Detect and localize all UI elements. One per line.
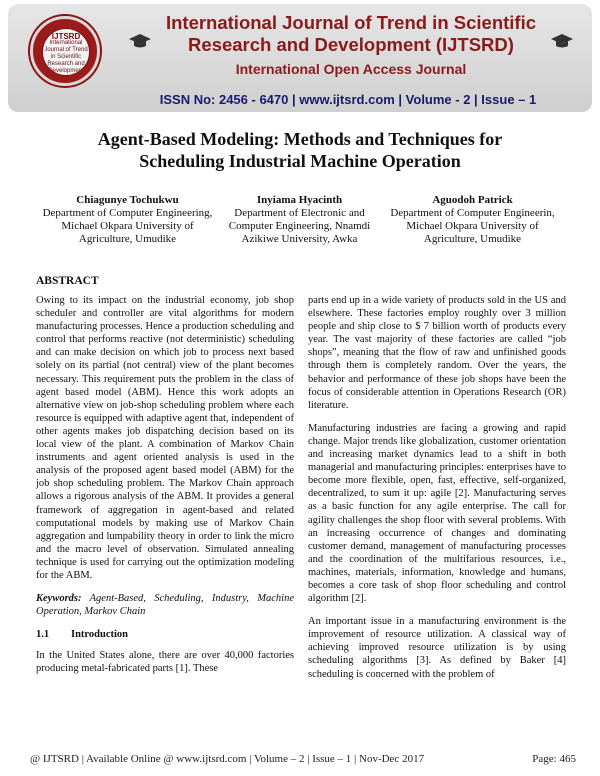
keywords-list: Agent-Based, Scheduling, Industry, Machine Operation, Markov Chain bbox=[36, 593, 294, 618]
keywords-label: Keywords: bbox=[36, 593, 82, 605]
author-affiliation: Department of Computer Engineerin, Michael Okpara University of Agriculture, Umudike bbox=[390, 207, 555, 245]
abstract-text: Owing to its impact on the industrial economy, job shop scheduler and controller are vital algorithms for modern manufacturing processes. Hence a production scheduling and control that performs reactive (not deterministic) scheduling and can make decision on which job to process next based solely on its partial (not central) view of the plant becomes necessary. This requirement puts the problem in the class of agent based model (ABM). Hence this work adopts an alternative view on job-shop scheduling problem where each resource is equipped with adaptive agent that, independent of other agents makes job dispatching decision based on its local view of the plant. A combination of Markov Chain instruments and agent oriented analysis is used in the analysis of the proposed agent based model (ABM) for the job shop scheduling problem. The Markov Chain approach allows a rigorous analysis of the ABM. It provides a general framework of aggregation in agent-based and related computational models by making use of Markov Chain aggregation and lumpability theory in order to link the micro and the macro level of observation. Simulated annealing technique is used for carrying out the optimization modeling for the ABM. bbox=[36, 295, 294, 581]
issn-line: ISSN No: 2456 - 6470 | www.ijtsrd.com | Volume - 2 | Issue – 1 bbox=[159, 92, 537, 107]
author-name: Inyiama Hyacinth bbox=[256, 194, 343, 206]
section-heading bbox=[36, 628, 294, 641]
page-footer bbox=[30, 753, 576, 765]
abstract-heading: ABSTRACT bbox=[36, 275, 99, 287]
left-column bbox=[36, 294, 294, 686]
body-paragraph: parts end up in a wide variety of products sold in the US and elsewhere. These factories employ roughly over 3 million people and ship close to $ 7 billion worth of products every year. The vast majority of these factories are called “job shops”, meaning that the flow of raw and unfinished goods through them is completely random. Over the years, the behavior and performance of these job shops have been the focus of considerable attention in Operations Research (OR) literature. bbox=[308, 295, 566, 411]
paper-title: Agent-Based Modeling: Methods and Techniques for Scheduling Industrial Machine Operation bbox=[97, 129, 503, 171]
journal-logo bbox=[30, 16, 100, 86]
logo-text: International Journal of Trend in Scientific Research and Development bbox=[44, 40, 88, 74]
body-paragraph: Manufacturing industries are facing a growing and rapid change. Major trends like globalization, customer orientation and increasing market dynamics lead to a shift in both managerial and manufacturing principles: enterprises have to become more flexible, open, fast, effective, self-organized, decentralized, to sum it up: agile [2]. Manufacturing serves as a basic function for any agile enterprise. The call for agility challenges the shop floor with several problems. With an increasing occurrence of changes and dominating customer demand, management of manufacturing processes and the coordination of the multifarious resources, i.e., machines, materials, information, knowledge and humans, becomes a core task of shop floor scheduling and control algorithm [2]. bbox=[308, 422, 566, 605]
graduation-cap-icon bbox=[128, 32, 152, 50]
footer-citation: @ IJTSRD | Available Online @ www.ijtsrd.com | Volume – 2 | Issue – 1 | Nov-Dec 2017 bbox=[30, 753, 425, 765]
author-name: Chiagunye Tochukwu bbox=[76, 194, 179, 206]
journal-header bbox=[8, 4, 592, 112]
logo-abbr: IJTSRD bbox=[51, 32, 81, 41]
author-block bbox=[212, 194, 387, 246]
journal-subtitle: International Open Access Journal bbox=[235, 61, 467, 77]
right-column bbox=[308, 294, 566, 691]
author-block bbox=[40, 194, 215, 246]
intro-paragraph: In the United States alone, there are over 40,000 factories producing metal-fabricated parts [1]. These bbox=[36, 650, 294, 675]
body-paragraph: An important issue in a manufacturing environment is the improvement of resource utilization. A classical way of achieving improved resource utilization is by using scheduling algorithms [3]. As defined by Baker [4] scheduling is concerned with the problem of bbox=[308, 616, 566, 680]
page-number: Page: 465 bbox=[532, 753, 576, 765]
keywords bbox=[36, 592, 294, 618]
graduation-cap-icon bbox=[550, 32, 574, 50]
section-title: Introduction bbox=[71, 629, 128, 641]
section-number: 1.1 bbox=[36, 629, 50, 641]
author-block bbox=[385, 194, 560, 246]
author-affiliation: Department of Computer Engineering, Michael Okpara University of Agriculture, Umudike bbox=[42, 207, 213, 245]
journal-title: International Journal of Trend in Scientific Research and Development (IJTSRD) bbox=[165, 12, 537, 55]
author-name: Aguodoh Patrick bbox=[432, 194, 513, 206]
author-affiliation: Department of Electronic and Computer Engineering, Nnamdi Azikiwe University, Awka bbox=[228, 207, 371, 245]
